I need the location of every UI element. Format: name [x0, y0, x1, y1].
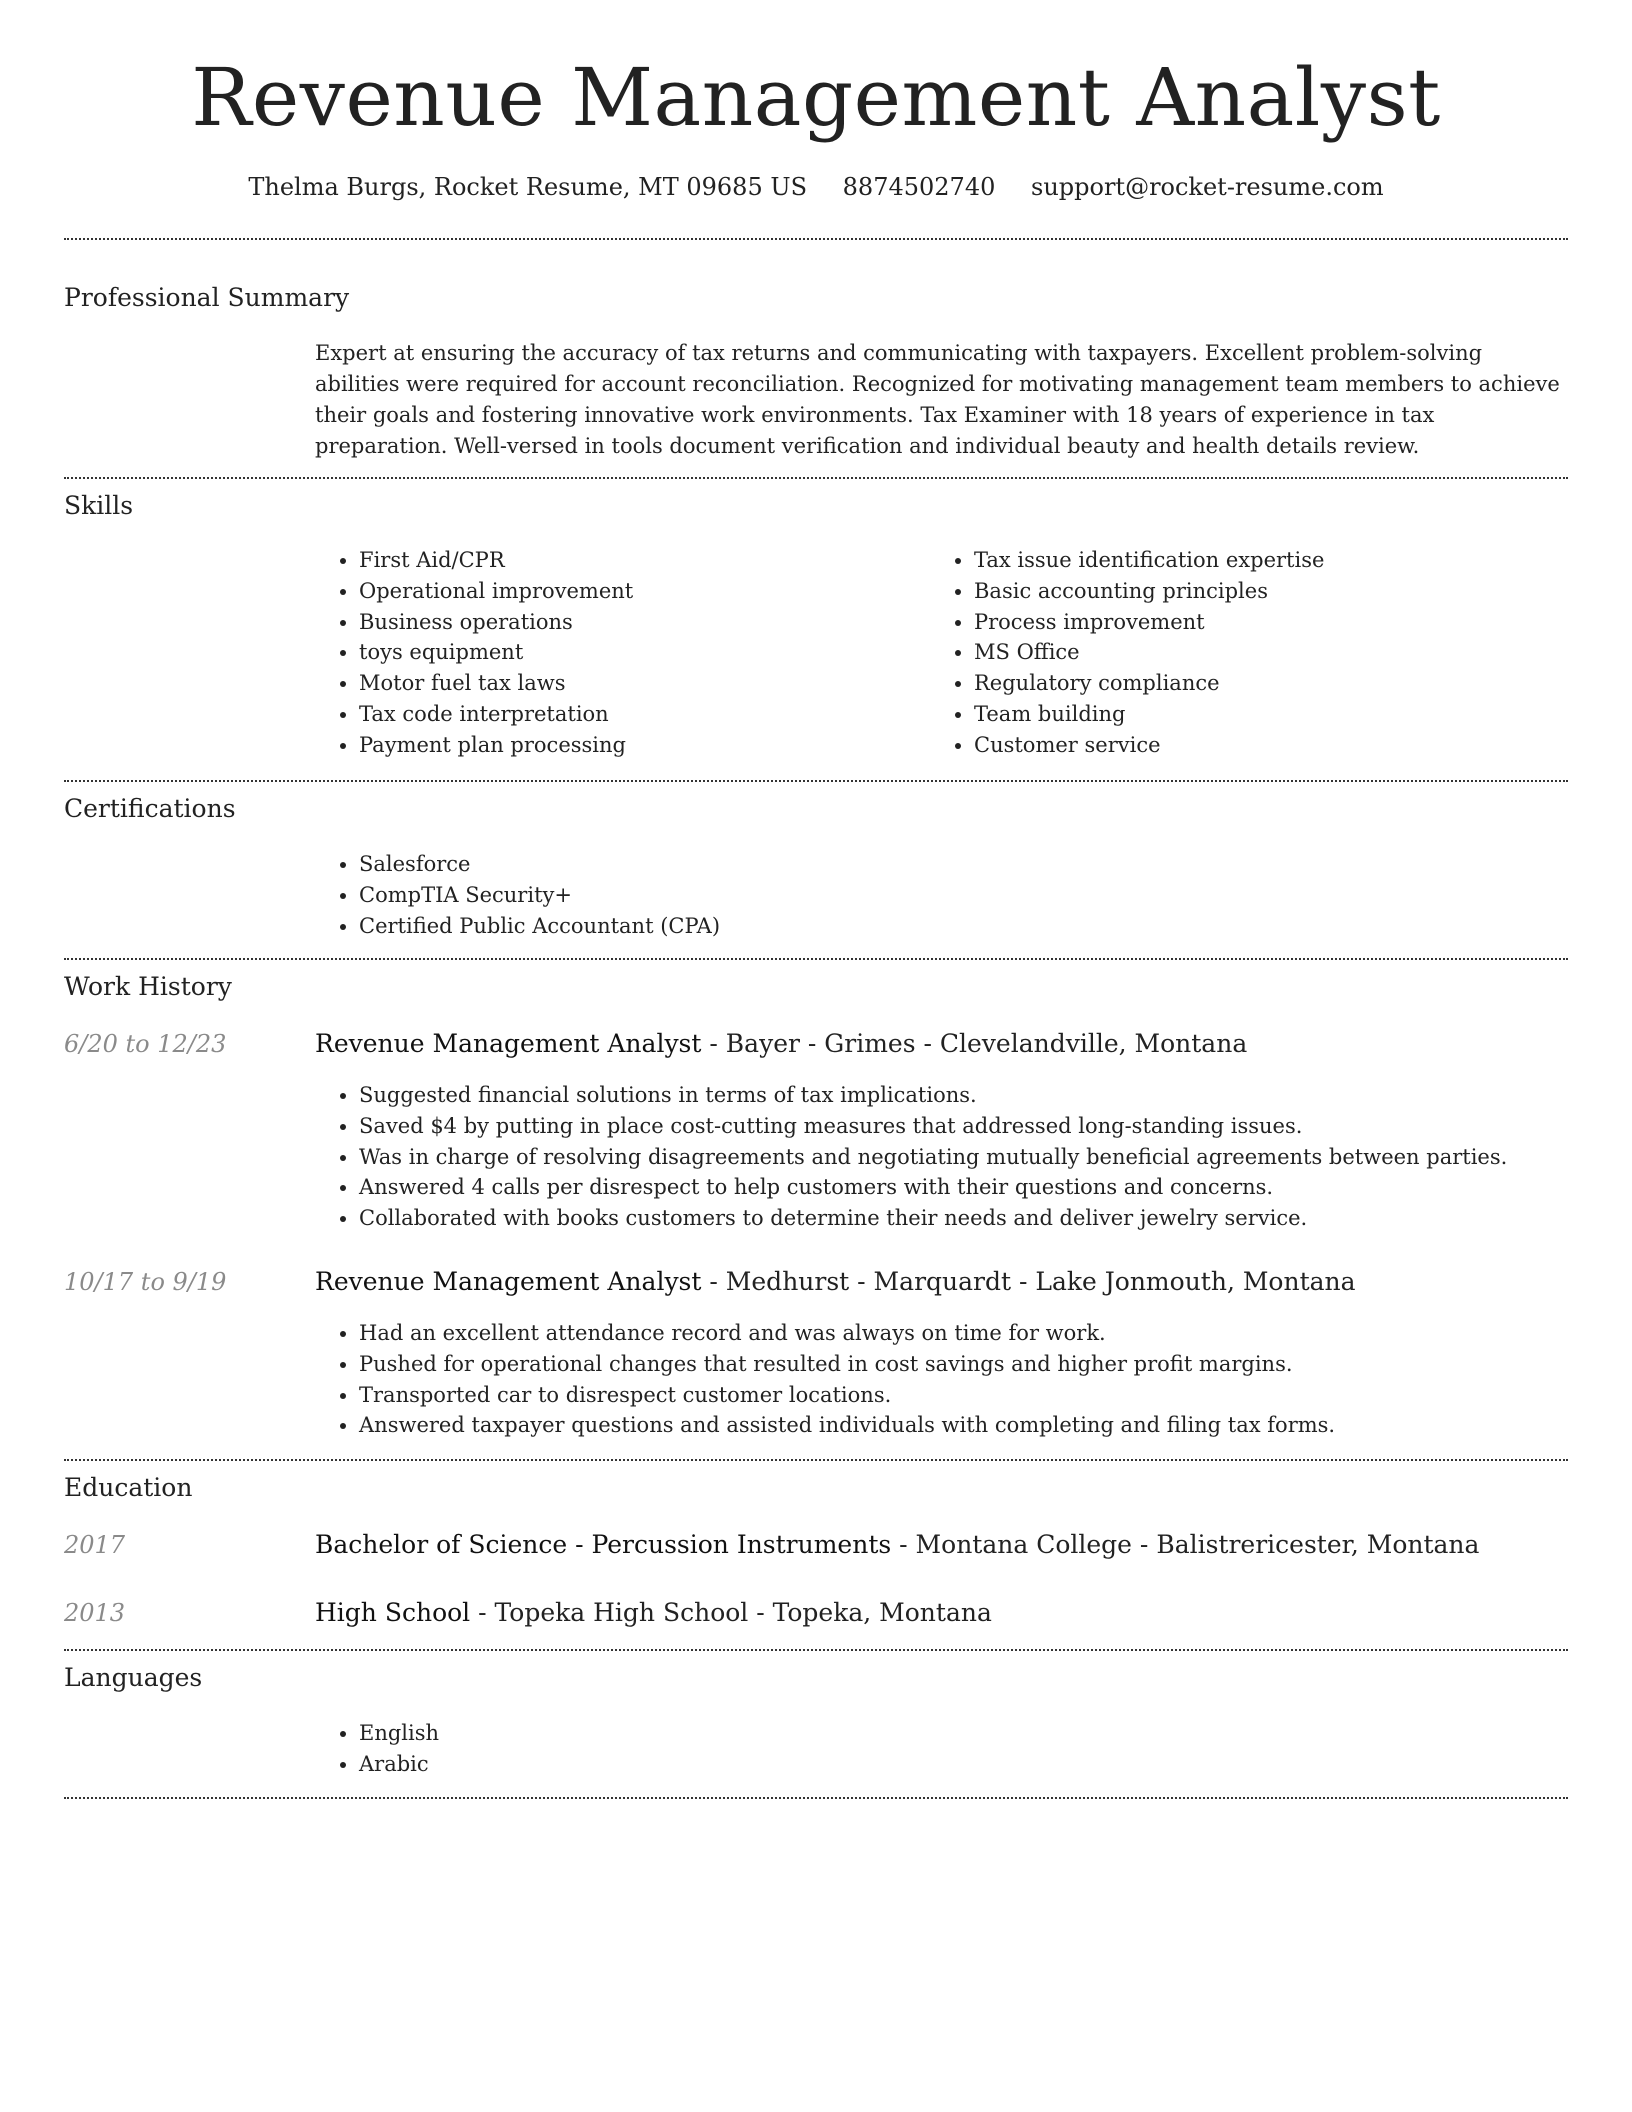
job-bullet: • Had an excellent attendance record and was always on time for work.	[359, 1318, 1570, 1349]
education-year: 2017	[64, 1531, 126, 1559]
certifications-list	[315, 849, 1570, 941]
job-bullets	[315, 1080, 1570, 1234]
education-heading	[315, 1596, 992, 1630]
divider	[64, 780, 1568, 782]
summary-text: Expert at ensuring the accuracy of tax returns and communicating with taxpayers. Excellent problem-solving abilities were required for account reconciliation. Recognized for motivating management team members to achieve their goals and fostering innovative work environments. Tax Examiner with 18 years of experience in tax preparation. Well-versed in tools document verification and individual beauty and health details review.	[315, 341, 1560, 458]
skill-item: • toys equipment	[359, 637, 930, 668]
education-year: 2013	[64, 1599, 126, 1627]
education-heading	[315, 1528, 1479, 1562]
job-bullet: • Collaborated with books customers to determine their needs and deliver jewelry service.	[359, 1203, 1570, 1234]
section-title-summary: Professional Summary	[64, 283, 350, 312]
resume-title: Revenue Management Analyst	[191, 51, 1441, 144]
skill-item: • Basic accounting principles	[974, 576, 1545, 607]
skill-item: • Tax issue identification expertise	[974, 545, 1545, 576]
job-bullet: • Pushed for operational changes that resulted in cost savings and higher profit margins.	[359, 1349, 1570, 1380]
divider	[64, 958, 1568, 960]
skills-list	[315, 545, 1570, 761]
job-dates: 6/20 to 12/23	[64, 1030, 227, 1058]
skill-item: • Customer service	[974, 730, 1545, 761]
job-bullet: • Suggested financial solutions in terms of tax implications.	[359, 1080, 1570, 1111]
job-role: Revenue Management Analyst	[315, 1267, 702, 1296]
job-bullets	[315, 1318, 1570, 1441]
languages-list	[315, 1718, 1570, 1780]
skill-item: • Process improvement	[974, 607, 1545, 638]
section-title-languages: Languages	[64, 1663, 203, 1692]
job-heading	[315, 1027, 1247, 1061]
skills-column-left	[315, 545, 930, 761]
divider	[64, 1459, 1568, 1461]
skill-item: • First Aid/CPR	[359, 545, 930, 576]
contact-line	[0, 170, 1632, 204]
education-degree: Bachelor of Science - Percussion Instruments	[315, 1530, 892, 1559]
contact-email: support@rocket-resume.com	[1031, 173, 1384, 201]
language-item: • English	[359, 1718, 1570, 1749]
certification-item: • Salesforce	[359, 849, 1570, 880]
education-details: - Topeka High School - Topeka, Montana	[470, 1598, 992, 1627]
job-bullet: • Answered taxpayer questions and assisted individuals with completing and filing tax forms.	[359, 1410, 1570, 1441]
divider	[64, 238, 1568, 240]
skill-item: • Operational improvement	[359, 576, 930, 607]
skill-item: • Regulatory compliance	[974, 668, 1545, 699]
language-item: • Arabic	[359, 1749, 1570, 1780]
job-bullet: • Was in charge of resolving disagreements and negotiating mutually beneficial agreements between parties.	[359, 1142, 1570, 1173]
skills-column-right	[930, 545, 1545, 761]
certification-item: • Certified Public Accountant (CPA)	[359, 911, 1570, 942]
skill-item: • MS Office	[974, 637, 1545, 668]
section-title-certifications: Certifications	[64, 794, 236, 823]
divider	[64, 1797, 1568, 1799]
job-bullet: • Transported car to disrespect customer locations.	[359, 1380, 1570, 1411]
job-bullet: • Answered 4 calls per disrespect to help customers with their questions and concerns.	[359, 1172, 1570, 1203]
skill-item: • Payment plan processing	[359, 730, 930, 761]
job-bullet: • Saved $4 by putting in place cost-cutting measures that addressed long-standing issues.	[359, 1111, 1570, 1142]
section-title-skills: Skills	[64, 491, 134, 520]
job-details: - Bayer - Grimes - Clevelandville, Montana	[701, 1029, 1248, 1058]
contact-address: Thelma Burgs, Rocket Resume, MT 09685 US	[248, 173, 808, 201]
job-heading	[315, 1265, 1356, 1299]
section-title-work-history: Work History	[64, 972, 232, 1001]
section-title-education: Education	[64, 1473, 193, 1502]
contact-phone: 8874502740	[842, 173, 996, 201]
skill-item: • Tax code interpretation	[359, 699, 930, 730]
education-details: - Montana College - Balistrericester, Montana	[891, 1530, 1480, 1559]
certification-item: • CompTIA Security+	[359, 880, 1570, 911]
job-dates: 10/17 to 9/19	[64, 1268, 227, 1296]
skill-item: • Motor fuel tax laws	[359, 668, 930, 699]
skill-item: • Team building	[974, 699, 1545, 730]
education-degree: High School	[315, 1598, 471, 1627]
skill-item: • Business operations	[359, 607, 930, 638]
job-role: Revenue Management Analyst	[315, 1029, 702, 1058]
divider	[64, 1649, 1568, 1651]
divider	[64, 477, 1568, 479]
job-details: - Medhurst - Marquardt - Lake Jonmouth, Montana	[701, 1267, 1356, 1296]
